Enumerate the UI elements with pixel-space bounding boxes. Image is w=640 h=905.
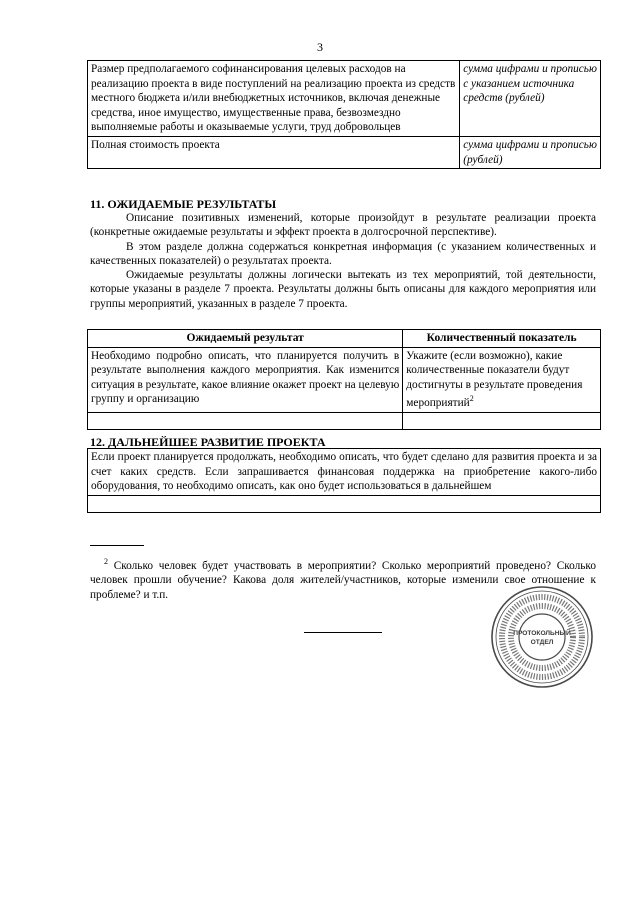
financing-description: Размер предполагаемого софинансирования целевых расходов на реализацию проекта в виде поступлений на реализацию проекта из средств местного бюджета и/или внебюджетных источников, включая денежные средства, иное имущество, имущественные права, безвозмездно выполняемые работы и оказываемые услуги, труд добровольцев (88, 61, 460, 137)
section-11-text (90, 211, 596, 311)
table-row-empty (88, 495, 601, 512)
table-header-row (88, 330, 601, 348)
empty-cell (403, 412, 601, 429)
column-header-indicator: Количественный показатель (403, 330, 601, 348)
financing-table (87, 60, 601, 169)
indicator-text: Укажите (если возможно), какие количественные показатели будут достигнуты в результате проведения мероприятий (406, 349, 583, 410)
development-table (87, 448, 601, 513)
table-row (88, 347, 601, 412)
column-header-result: Ожидаемый результат (88, 330, 403, 348)
table-row (88, 61, 601, 137)
section-11-heading: 11. ОЖИДАЕМЫЕ РЕЗУЛЬТАТЫ (90, 197, 277, 211)
empty-cell (88, 495, 601, 512)
financing-format: сумма цифрами и прописью с указанием источника средств (рублей) (460, 61, 601, 137)
footnote-text: Сколько человек будет участвовать в мероприятии? Сколько мероприятий проведено? Сколько человек прошли обучение? Какова доля жителей/участников, которые изменили свое отношение к проблеме? и т.п. (90, 559, 596, 601)
footnote-mark: 2 (104, 557, 108, 566)
section-11-paragraph: В этом разделе должна содержаться конкретная информация (с указанием количественных и качественных показателей) о результатах проекта. (90, 240, 596, 267)
section-11-paragraph: Описание позитивных изменений, которые произойдут в результате реализации проекта (конкретные ожидаемые результаты и эффект проекта в долгосрочной перспективе). (90, 212, 596, 239)
end-line (304, 632, 382, 633)
page-number: 3 (317, 40, 323, 54)
section-11-paragraph: Ожидаемые результаты должны логически вытекать из тех мероприятий, той деятельности, которые указаны в разделе 7 проекта. Результаты должны быть описаны для каждого мероприятия или группы мероприятий, указанных в разделе 7 проекта. (90, 269, 596, 310)
footnote-separator (90, 545, 144, 546)
indicator-cell (403, 347, 601, 412)
official-stamp-icon (490, 585, 594, 689)
expected-result-cell: Необходимо подробно описать, что планируется получить в результате выполнения каждого мероприятия. Как изменится ситуация в результате, какое влияние окажет проект на целевую группу и организацию (88, 347, 403, 412)
stamp-text-line-2: ОТДЕЛ (530, 639, 554, 646)
results-table (87, 329, 601, 430)
footnote-ref: 2 (469, 394, 474, 404)
development-text: Если проект планируется продолжать, необходимо описать, что будет сделано для развития проекта и за счет каких средств. Если запрашивается финансовая поддержка на приобретение какого-либо оборудования, то необходимо описать, как оно будет использоваться в дальнейшем (88, 449, 601, 496)
table-row (88, 136, 601, 168)
total-cost-description: Полная стоимость проекта (88, 136, 460, 168)
empty-cell (88, 412, 403, 429)
stamp-text-line-1: ПРОТОКОЛЬНЫЙ (513, 630, 571, 637)
section-12-heading: 12. ДАЛЬНЕЙШЕЕ РАЗВИТИЕ ПРОЕКТА (90, 435, 326, 449)
table-row (88, 449, 601, 496)
total-cost-format: сумма цифрами и прописью (рублей) (460, 136, 601, 168)
table-row-empty (88, 412, 601, 429)
